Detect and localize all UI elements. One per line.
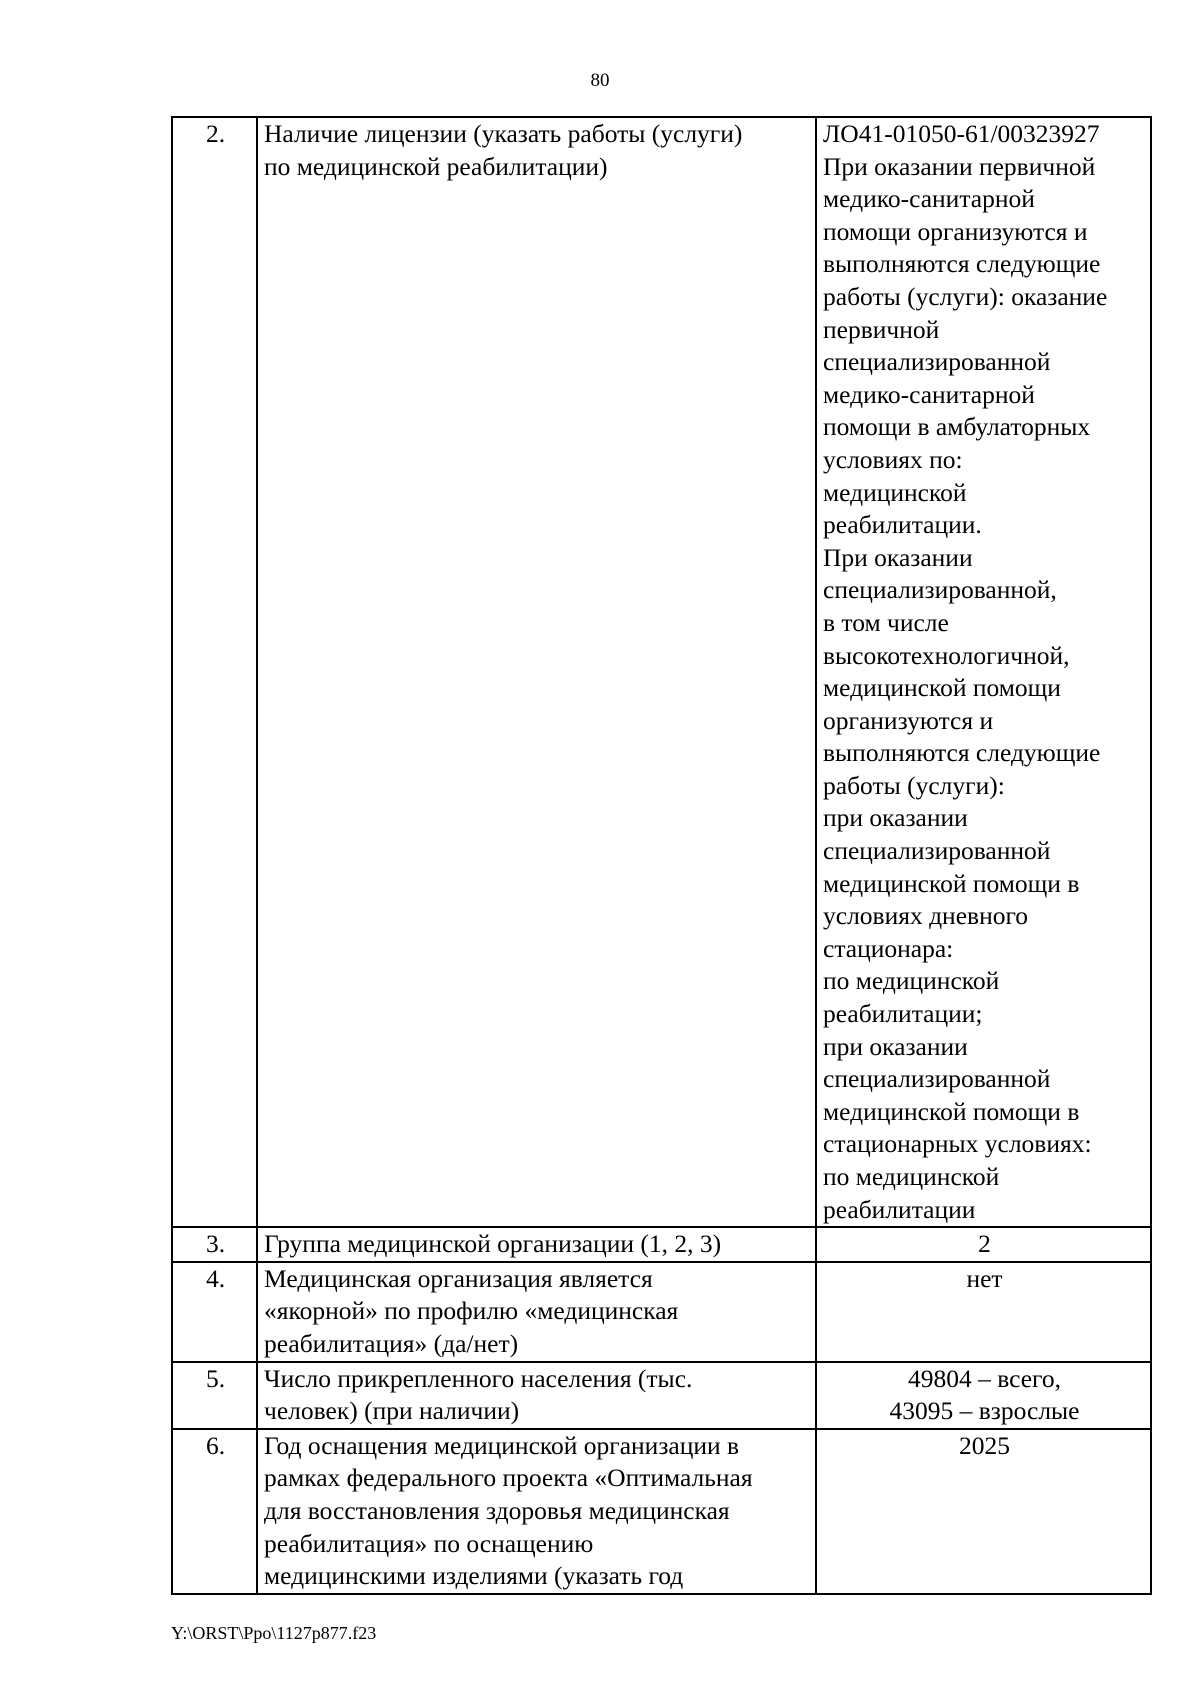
row-label: [257, 117, 816, 1227]
row-label: [257, 1227, 816, 1262]
row-label: [257, 1429, 816, 1594]
value-line: реабилитации.: [823, 510, 982, 540]
page-number: 80: [590, 70, 610, 91]
label-line: реабилитация» по оснащению: [264, 1528, 594, 1558]
value-line: медицинской помощи: [823, 673, 1061, 703]
value-line: специализированной: [823, 347, 1051, 377]
value-line: помощи в амбулаторных: [823, 412, 1091, 442]
value-line: медицинской помощи в: [823, 868, 1080, 898]
value-line: высокотехнологичной,: [823, 640, 1070, 670]
value-line: 49804 – всего,: [907, 1363, 1062, 1393]
row-number: 6.: [172, 1429, 257, 1594]
row-value: [816, 1362, 1151, 1429]
value-line: в том числе: [823, 607, 949, 637]
value-line: При оказании первичной: [823, 151, 1096, 181]
value-line: при оказании: [823, 803, 968, 833]
value-line: 2: [978, 1229, 991, 1259]
value-line: медицинской: [823, 477, 967, 507]
row-label: [257, 1262, 816, 1362]
value-line: медико-санитарной: [823, 379, 1035, 409]
row-number: 5.: [172, 1362, 257, 1429]
value-line: медико-санитарной: [823, 184, 1035, 214]
label-line: Год оснащения медицинской организации в: [264, 1430, 740, 1460]
row-number: 3.: [172, 1227, 257, 1262]
value-line: нет: [966, 1263, 1003, 1293]
value-line: ЛО41-01050-61/00323927: [823, 119, 1100, 148]
value-line: по медицинской: [823, 966, 1000, 996]
value-line: при оказании: [823, 1031, 968, 1061]
value-line: работы (услуги):: [823, 770, 1005, 800]
value-line: выполняются следующие: [823, 738, 1101, 768]
label-line: по медицинской реабилитации): [264, 151, 608, 181]
value-line: медицинской помощи в: [823, 1096, 1080, 1126]
value-line: реабилитации: [823, 1194, 976, 1224]
value-line: организуются и: [823, 705, 994, 735]
value-line: При оказании: [823, 542, 973, 572]
label-line: Медицинская организация является: [264, 1263, 653, 1293]
value-line: специализированной: [823, 1064, 1051, 1094]
footer-file-path: Y:\ORST\Ppo\1127p877.f23: [171, 1623, 377, 1643]
value-line: 43095 – взрослые: [889, 1396, 1080, 1426]
value-line: стационара:: [823, 933, 954, 963]
value-line: по медицинской: [823, 1162, 1000, 1191]
table-row: [172, 1362, 1151, 1429]
value-line: работы (услуги): оказание: [823, 281, 1108, 311]
value-line: 2025: [959, 1430, 1010, 1460]
row-value: [816, 1262, 1151, 1362]
row-value: [816, 1429, 1151, 1594]
label-line: рамках федерального проекта «Оптимальная: [264, 1463, 753, 1493]
label-line: человек) (при наличии): [264, 1396, 520, 1426]
table-row: [172, 117, 1151, 1227]
value-line: специализированной,: [823, 575, 1057, 605]
value-line: специализированной: [823, 836, 1051, 866]
label-line: для восстановления здоровья медицинская: [264, 1495, 730, 1525]
value-line: помощи организуются и: [823, 216, 1088, 246]
label-line: «якорной» по профилю «медицинская: [264, 1296, 679, 1326]
table-row: [172, 1262, 1151, 1362]
value-line: стационарных условиях:: [823, 1129, 1092, 1159]
label-line: Число прикрепленного населения (тыс.: [264, 1363, 693, 1393]
value-line: выполняются следующие: [823, 249, 1101, 279]
table-row: [172, 1429, 1151, 1594]
row-value: [816, 1227, 1151, 1262]
label-line: реабилитация» (да/нет): [264, 1328, 519, 1358]
table-body: [172, 117, 1151, 1594]
value-line: реабилитации;: [823, 999, 983, 1029]
value-line: условиях по:: [823, 444, 963, 474]
row-number: 2.: [172, 117, 257, 1227]
row-label: [257, 1362, 816, 1429]
label-line: Группа медицинской организации (1, 2, 3): [264, 1229, 722, 1259]
label-line: медицинскими изделиями (указать год: [264, 1561, 684, 1591]
license-info-table: [171, 116, 1152, 1595]
value-line: первичной: [823, 314, 940, 344]
value-line: условиях дневного: [823, 901, 1029, 931]
label-line: Наличие лицензии (указать работы (услуги): [264, 119, 743, 148]
row-number: 4.: [172, 1262, 257, 1362]
table-row: [172, 1227, 1151, 1262]
row-value: [816, 117, 1151, 1227]
